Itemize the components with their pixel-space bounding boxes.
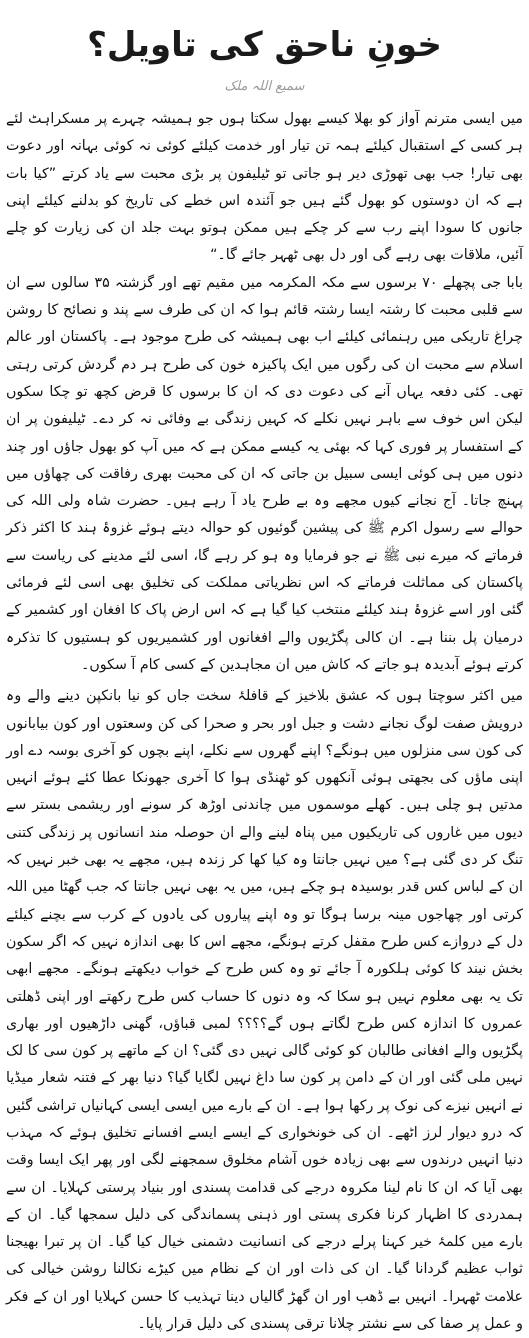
article-body — [6, 106, 523, 1338]
paragraph: میں ایسی مترنم آواز کو بھلا کیسے بھول سکتا ہوں جو ہمیشہ چہرے پر مسکراہٹ لئے ہر کسی کے استقبال کیلئے ہمہ تن تیار اور خدمت کیلئے کوئی نہ کوئی بہانہ اور دعوت بھی تیار! جب بھی تھوڑی دیر ہو جاتی تو ٹیلیفون پر بڑی محبت سے یاد کرتے ”کیا بات ہے کہ ان دوستوں کو بھول گئے ہیں جو آئندہ اس خطے کی تاریخ کو بدلنے کیلئے اپنی جانوں کا سودا اپنے رب سے کر چکے ہیں ممکن ہوتو بہت جلد ان کی زیارت کو چلے آئیں، ملاقات بھی رہے گی اور دل بھی ٹھہر جائے گا۔“ — [6, 111, 523, 264]
article-title: خونِ ناحق کی تاویل؟ — [87, 25, 442, 65]
paragraph: بابا جی پچھلے ۷۰ برسوں سے مکہ المکرمہ میں مقیم تھے اور گزشتہ ۳۵ سالوں سے ان سے قلبی محبت کا رشتہ ایسا رشتہ قائم ہوا کہ ان کی طرف سے پند و نصائح کا روشن چراغ تاریکی میں رہنمائی کیلئے اب بھی ہمیشہ کی طرح موجود ہے۔ پاکستان اور عالم اسلام سے محبت ان کی رگوں میں ایک پاکیزہ خون کی طرح ہر دم گردش کرتی رہتی تھی۔ کئی دفعہ یہاں آنے کی دعوت دی کہ ان کا برسوں کا قرض کچھ تو چکا سکوں لیکن اس خوف سے باہر نہیں نکلے کہ کہیں زندگی بے وفائی نہ کر دے۔ ٹیلیفون پر ان کے استفسار پر فوری کہا کہ بھئی یہ کیسے ممکن ہے کہ میں آپ کو بھول جاؤں اور چند دنوں میں ہی کوئی ایسی سبیل بن جاتی کہ ان کی محبت بھری رفاقت کی چھاؤں میں پہنچ جاتا۔ آج نجانے کیوں مجھے وہ بے طرح یاد آ رہے ہیں۔ حضرت شاہ ولی اللہ کی حوالے سے رسول اکرم ﷺ کی پیشین گوئیوں کو حوالہ دیتے ہوئے غزوۂ ہند کا اکثر ذکر فرماتے کہ میرے نبی ﷺ نے جو فرمایا وہ ہو کر رہے گا، اسی لئے مدینے کی ریاست سے پاکستان کی مماثلت فرماتے کہ اس نظریاتی مملکت کی تخلیق بھی اسی لئے فرمائی گئی اور اسے غزوۂ ہند کیلئے منتخب کیا گیا ہے کہ اس ارض پاک کا افغان اور کشمیر کے درمیان پل بننا ہے۔ ان کالی پگڑیوں والے افغانوں اور کشمیریوں کو ہستیوں کا تذکرہ کرتے ہوئے آبدیدہ ہو جاتے کہ کاش میں ان مجاہدین کے کسی کام آ سکوں۔ — [6, 274, 523, 673]
paragraph: میں اکثر سوچتا ہوں کہ عشق بلاخیز کے قافلۂ سخت جاں کو نیا بانکپن دینے والے وہ درویش صفت لوگ نجانے دشت و جبل اور بحر و صحرا کی کن وسعتوں اور کون بیابانوں کی کون سی منزلوں میں ہونگے؟ اپنے گھروں سے نکلے، اپنے بچوں کو آخری بوسہ دے اور اپنی ماؤں کی بجھتی ہوئی آنکھوں کو ٹھنڈی ہوا کا آخری جھونکا عطا کئے ہوئے انہیں مدتیں ہو چلی ہیں۔ کھلے موسموں میں چاندنی اوڑھ کر سونے اور ریشمی بستر سے دیوں میں غاروں کی تاریکیوں میں پناہ لینے والے ان حوصلہ مند انسانوں پر زندگی کتنی تنگ کر دی گئی ہے؟ میں نہیں جانتا وہ کیا کھا کر زندہ ہیں، مجھے یہ بھی خبر نہیں کہ ان کے لباس کس قدر بوسیدہ ہو چکے ہیں، میں یہ بھی نہیں جانتا کہ جب گھٹا میں اللہ کرتی اور چھاجوں مینہ برسا ہوگا تو وہ اپنے پیاروں کی یادوں کے کرب سے بچنے کیلئے دل کے دروازے کس طرح مقفل کرتے ہونگے، مجھے اس کا بھی اندازہ نہیں کہ اگر سکون بخش نیند کا کوئی ہلکورہ آ جائے تو وہ کس طرح کے خواب دیکھتے ہونگے۔ مجھے ابھی تک یہ بھی معلوم نہیں ہو سکا کہ وہ دنوں کا حساب کس طرح رکھتے اور اپنی ڈھلتی عمروں کا اندازہ کس طرح لگاتے ہوں گے؟؟؟؟ لمبی قباؤں، گھنی داڑھیوں اور بھاری پگڑیوں والے افغانی طالبان کو کوئی گالی نہیں دی گئی؟ ان کے ماتھے پر کون سی کا لک نہیں ملی گئی اور ان کے دامن پر کون سا داغ نہیں لگایا گیا؟ دنیا بھر کے فتنہ شعار میڈیا نے انہیں نیزے کی نوک پر رکھا ہوا ہے۔ ان کے بارے میں ایسی ایسی کہانیاں تراشی گئیں کہ درو دیوار لرز اٹھے۔ ان کی خونخواری کے ایسے ایسے افسانے تخلیق ہوئے کہ مہذب دنیا انہیں درندوں سے بھی زیادہ خوں آشام مخلوق سمجھنے لگی اور پھر ایک ایسا وقت بھی آیا کہ ان کا نام لینا مکروہ درجے کی قدامت پسندی اور بنیاد پرستی کہلایا۔ ان سے ہمدردی کا اظہار کرنا فکری پستی اور ذہنی پسماندگی کی دلیل سمجھا گیا۔ ان کے بارے میں کلمۂ خیر کہنا پرلے درجے کی انسانیت دشمنی خیال کیا گیا۔ ان پر تبرا بھیجنا ثواب عظیم گردانا گیا۔ ان کی ذات اور ان کے نظام میں کیڑے نکالنا روشن خیالی کی علامت ٹھہرا۔ انہیں بے ڈھب اور ان گھڑ گالیاں دینا تہذیب کا حسن کہلایا اور ان کے فکر و عمل پر صفا کی سے نشتر چلانا ترقی پسندی کی دلیل قرار پایا۔ — [6, 688, 523, 1333]
author-signature: سمیع اللہ ملک — [224, 79, 305, 94]
